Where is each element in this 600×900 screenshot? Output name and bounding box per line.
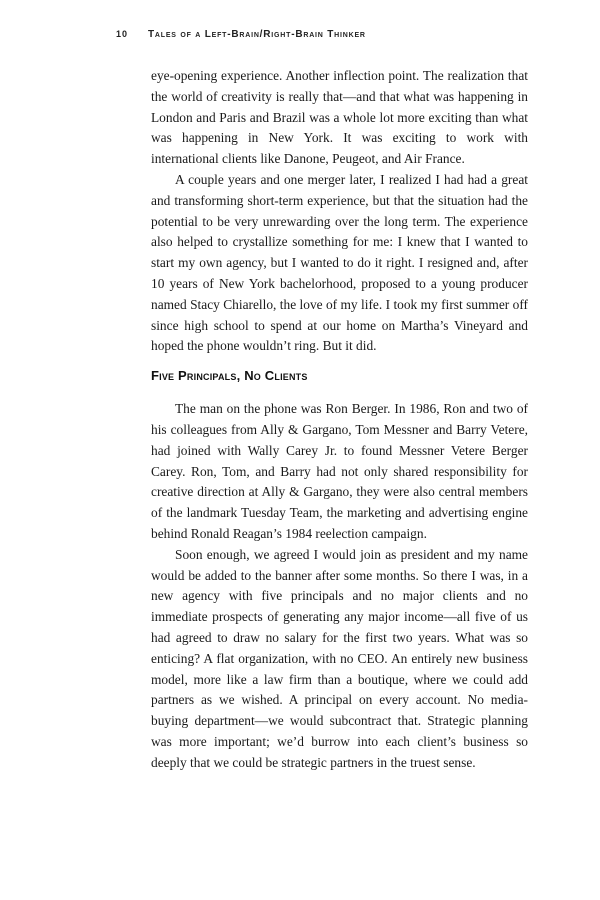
body-text: [151, 66, 528, 774]
paragraph: A couple years and one merger later, I realized I had had a great and transforming short-term experience, but that the situation had the potential to be very unrewarding over the long term. The experience also helped to crystallize something for me: I knew that I wanted to start my own agency, but I wanted to do it right. I resigned and, after 10 years of New York bachelorhood, proposed to a young producer named Stacy Chiarello, the love of my life. I took my first summer off since high school to spend at our home on Martha’s Vineyard and hoped the phone wouldn’t ring. But it did.: [151, 171, 528, 354]
section-heading: Five Principals, No Clients: [151, 368, 308, 384]
paragraph: eye-opening experience. Another inflection point. The realization that the world of creativity is really that—and that what was happening in London and Paris and Brazil was a whole lot more exciting than what was happening in New York. It was exciting to work with international clients like Danone, Peugeot, and Air France.: [151, 68, 528, 167]
page-number: 10: [116, 29, 129, 39]
paragraph: Soon enough, we agreed I would join as president and my name would be added to the banner after some months. So there I was, in a new agency with five principals and no major clients and no immediate prospects of generating any major income—all five of us had agreed to draw no salary for the first two years. What was so enticing? A flat organization, with no CEO. An entirely new business model, more like a law firm than a boutique, where we could add partners as we wished. A principal on every account. No media-buying department—we would subcontract that. Strategic planning was more important; we’d burrow into each client’s business so deeply that we could be strategic partners in the truest sense.: [151, 546, 528, 770]
running-header: [116, 29, 366, 40]
paragraph: The man on the phone was Ron Berger. In 1986, Ron and two of his colleagues from Ally & Gargano, Tom Messner and Barry Vetere, had joined with Wally Carey Jr. to found Messner Vetere Berger Carey. Ron, Tom, and Barry had not only shared responsibility for creative direction at Ally & Gargano, they were also central members of the landmark Tuesday Team, the marketing and advertising engine behind Ronald Reagan’s 1984 reelection campaign.: [151, 401, 528, 541]
running-title: Tales of a Left-Brain/Right-Brain Thinker: [148, 29, 366, 40]
